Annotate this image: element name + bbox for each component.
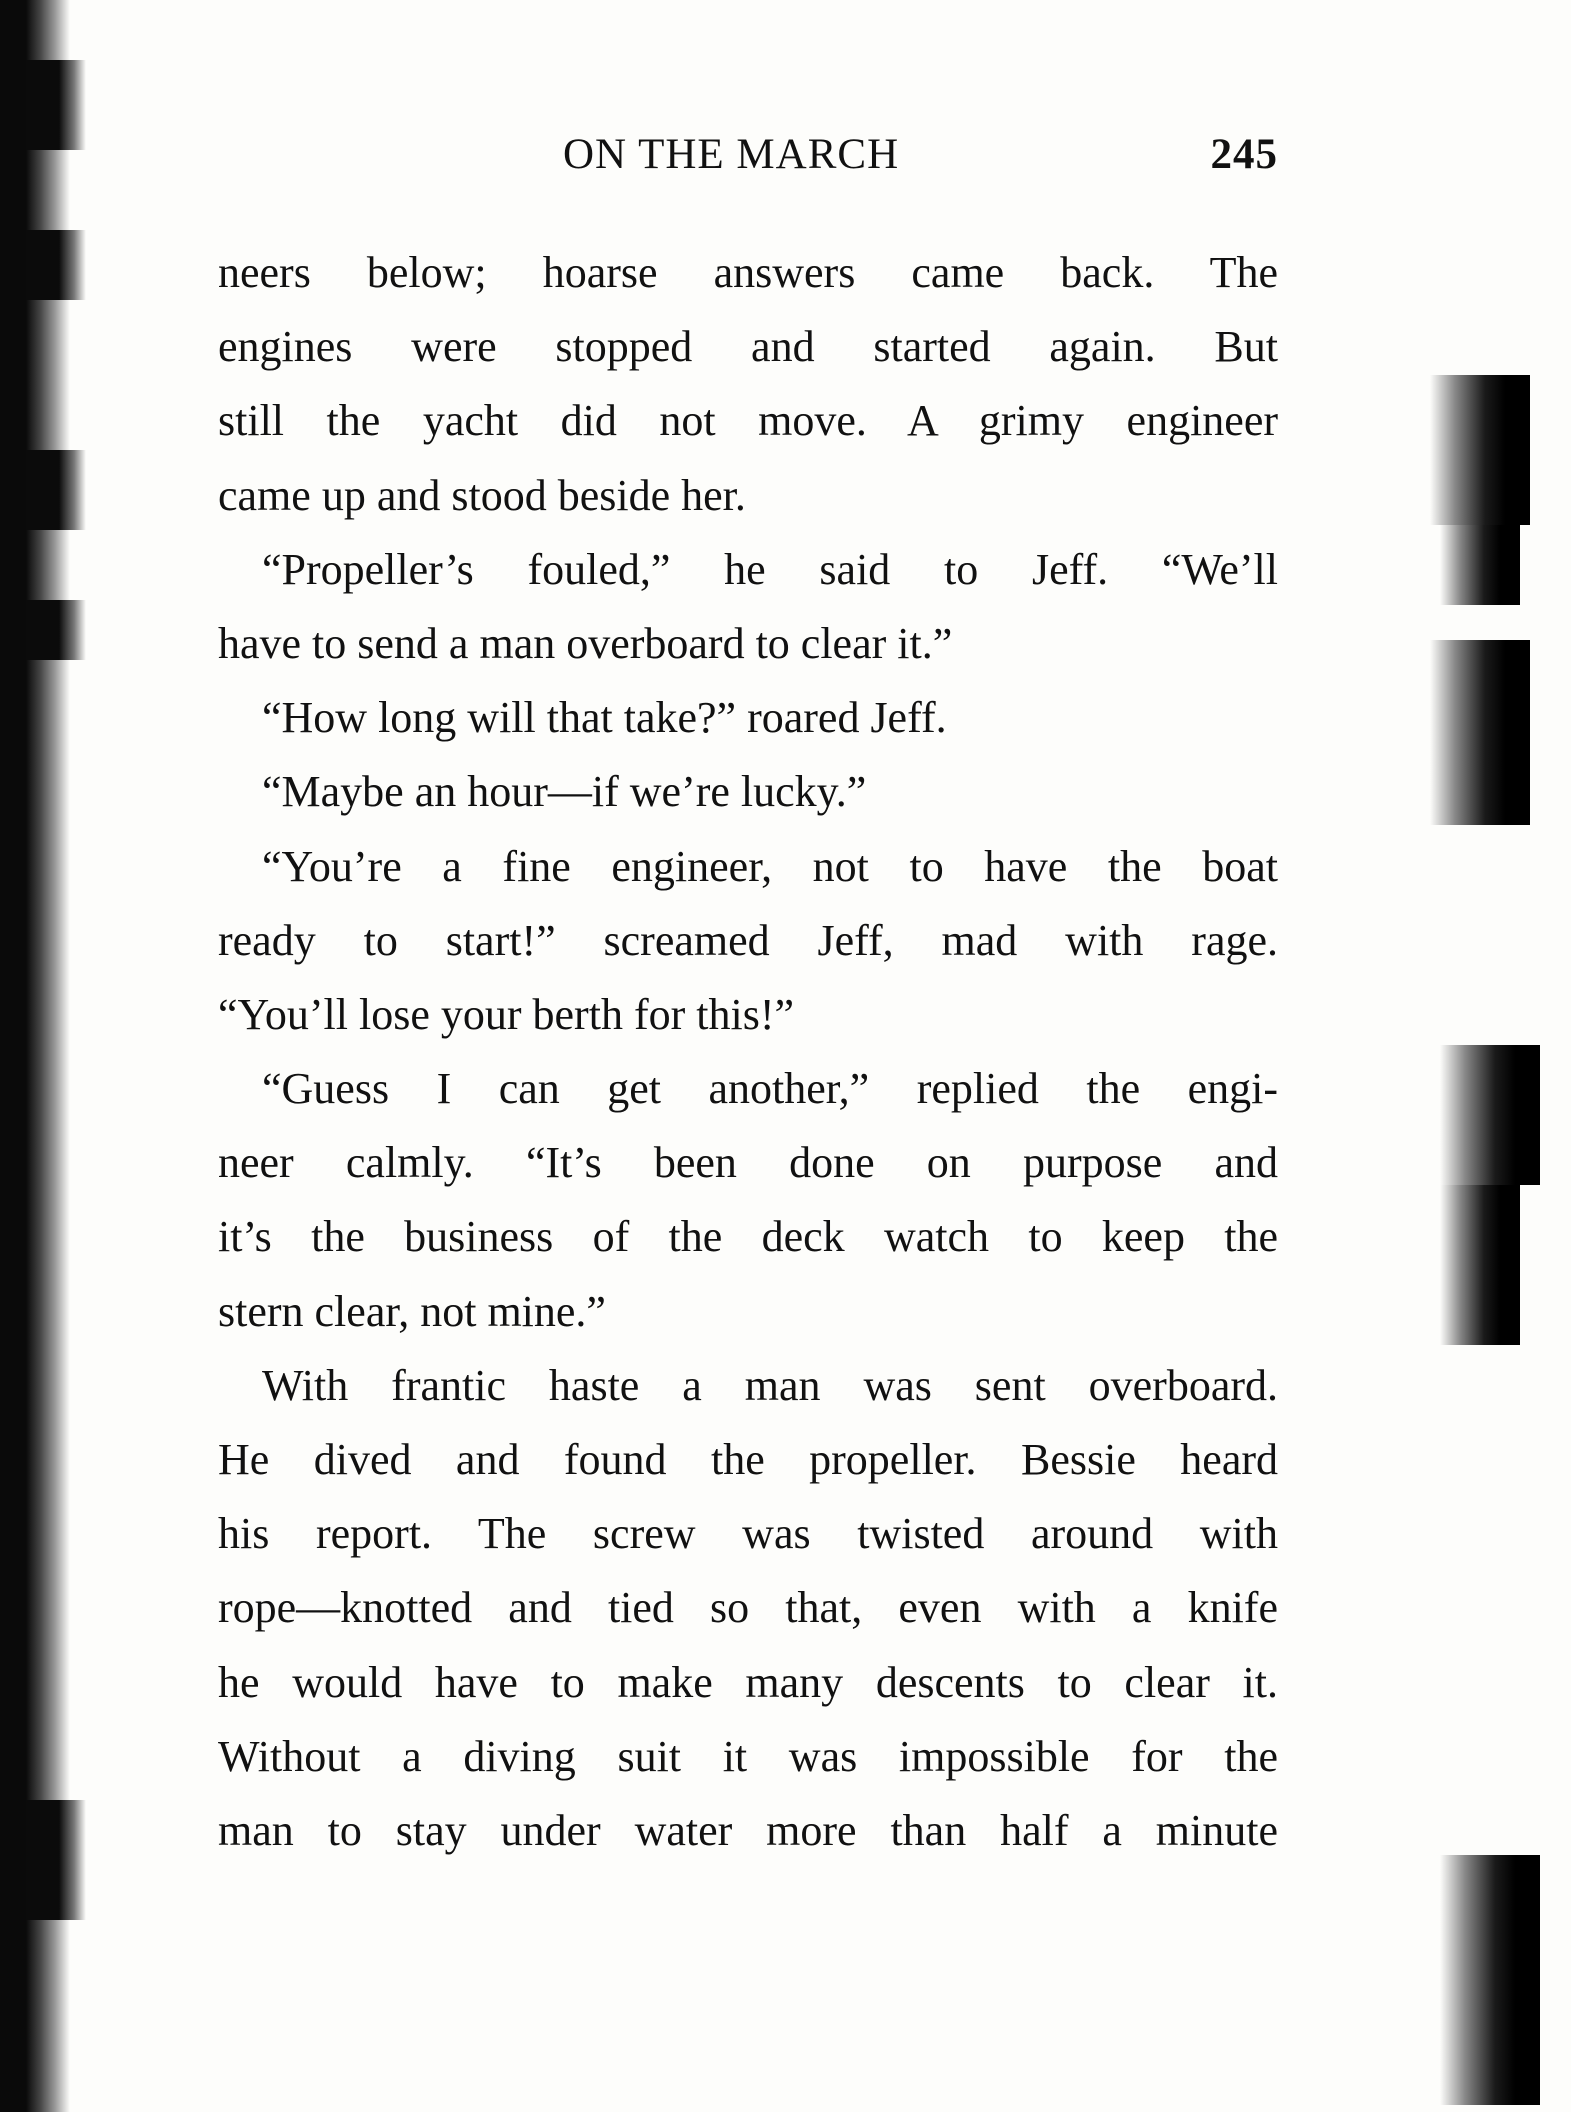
text-line: “Guess I can get another,” replied the engi- [262,1064,1278,1114]
text-line: “Maybe an hour—if we’re lucky.” [262,767,867,817]
scan-artifact [1440,525,1520,605]
scan-artifact [26,60,86,150]
scan-edge-left [0,0,70,2112]
text-line: “Propeller’s fouled,” he said to Jeff. “We’ll [262,544,1278,594]
text-line: still the yacht did not move. A grimy engineer [218,396,1278,446]
scan-artifact [1440,1045,1540,1185]
scan-artifact [1440,1185,1520,1345]
scan-artifact [1430,375,1530,525]
page-number: 245 [1210,131,1278,178]
text-line: “How long will that take?” roared Jeff. [262,693,947,743]
text-line: stern clear, not mine.” [218,1286,606,1336]
text-line: rope—knotted and tied so that, even with a knife [218,1583,1278,1633]
scan-artifact [26,230,86,300]
text-line: ready to start!” screamed Jeff, mad with rage. [218,915,1278,965]
text-line: neer calmly. “It’s been done on purpose and [218,1138,1278,1188]
running-head: ON THE MARCH [563,131,900,178]
scan-artifact [26,1800,86,1920]
text-line: man to stay under water more than half a minute [218,1805,1278,1855]
text-line: it’s the business of the deck watch to keep the [218,1212,1278,1262]
text-line: “You’ll lose your berth for this!” [218,989,794,1039]
text-line: neers below; hoarse answers came back. The [218,248,1278,297]
text-line: “You’re a fine engineer, not to have the boat [262,841,1278,891]
body-text [218,236,1278,1868]
text-line: He dived and found the propeller. Bessie heard [218,1435,1278,1484]
scan-artifact [1440,1855,1540,2105]
text-line: came up and stood beside her. [218,470,746,520]
text-line: engines were stopped and started again. But [218,322,1278,372]
scan-artifact [26,600,86,660]
text-line: have to send a man overboard to clear it.” [218,618,953,668]
scan-artifact [1430,640,1530,825]
text-line: his report. The screw was twisted around with [218,1509,1278,1559]
text-line: he would have to make many descents to clear it. [218,1657,1278,1707]
text-line: Without a diving suit it was impossible for the [218,1731,1278,1781]
page-header [218,130,1278,190]
scan-artifact [26,450,86,530]
text-line: With frantic haste a man was sent overboard. [262,1360,1278,1410]
